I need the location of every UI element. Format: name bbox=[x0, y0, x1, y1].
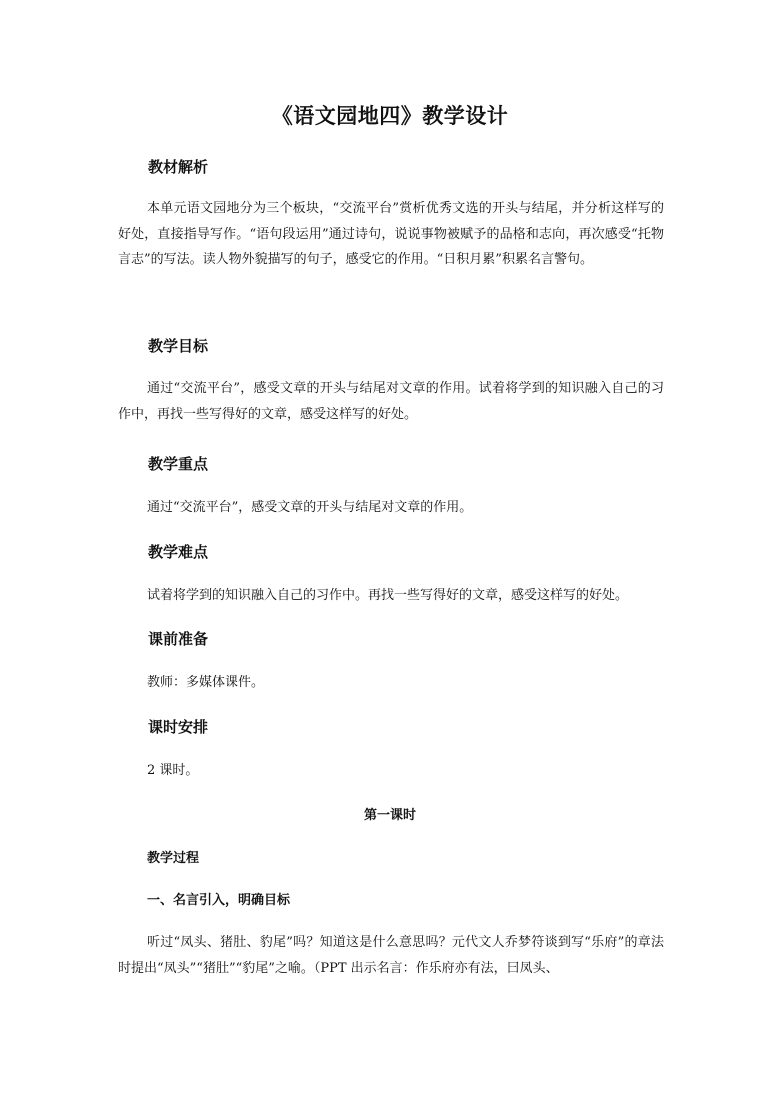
process-heading: 教学过程 bbox=[147, 851, 200, 866]
heading-schedule: 课时安排 bbox=[148, 718, 209, 736]
heading-preparation: 课前准备 bbox=[148, 630, 209, 648]
document-title: 《语文园地四》教学设计 bbox=[271, 104, 509, 128]
paragraph-difficulties: 试着将学到的知识融入自己的习作中。再找一些写得好的文章，感受这样写的好处。 bbox=[147, 588, 629, 603]
step-heading: 一、名言引入，明确目标 bbox=[147, 893, 291, 908]
heading-key-points: 教学重点 bbox=[148, 455, 209, 473]
paragraph-schedule: 2 课时。 bbox=[147, 763, 199, 778]
lesson-heading: 第一课时 bbox=[363, 808, 416, 823]
heading-goals: 教学目标 bbox=[148, 337, 209, 355]
heading-analysis: 教材解析 bbox=[148, 158, 209, 176]
paragraph-key-points: 通过“交流平台”，感受文章的开头与结尾对文章的作用。 bbox=[147, 500, 473, 515]
heading-difficulties: 教学难点 bbox=[148, 543, 209, 561]
paragraph-preparation: 教师：多媒体课件。 bbox=[147, 675, 265, 690]
paragraph-step1: 听过“凤头、猪肚、豹尾”吗？知道这是什么意思吗？元代文人乔梦符谈到写“乐府”的章法时提出“凤头”“猪肚”“豹尾”之喻。（PPT 出示名言：作乐府亦有法，曰凤头、 bbox=[118, 935, 664, 976]
paragraph-analysis: 本单元语文园地分为三个板块，“交流平台”赏析优秀文选的开头与结尾，并分析这样写的好处，直接指导写作。“语句段运用”通过诗句，说说事物被赋予的品格和志向，再次感受“托物言志”的写法。读人物外貌描写的句子，感受它的作用。“日积月累”积累名言警句。 bbox=[118, 201, 664, 267]
paragraph-goals: 通过“交流平台”，感受文章的开头与结尾对文章的作用。试着将学到的知识融入自己的习作中，再找一些写得好的文章，感受这样写的好处。 bbox=[118, 381, 664, 422]
